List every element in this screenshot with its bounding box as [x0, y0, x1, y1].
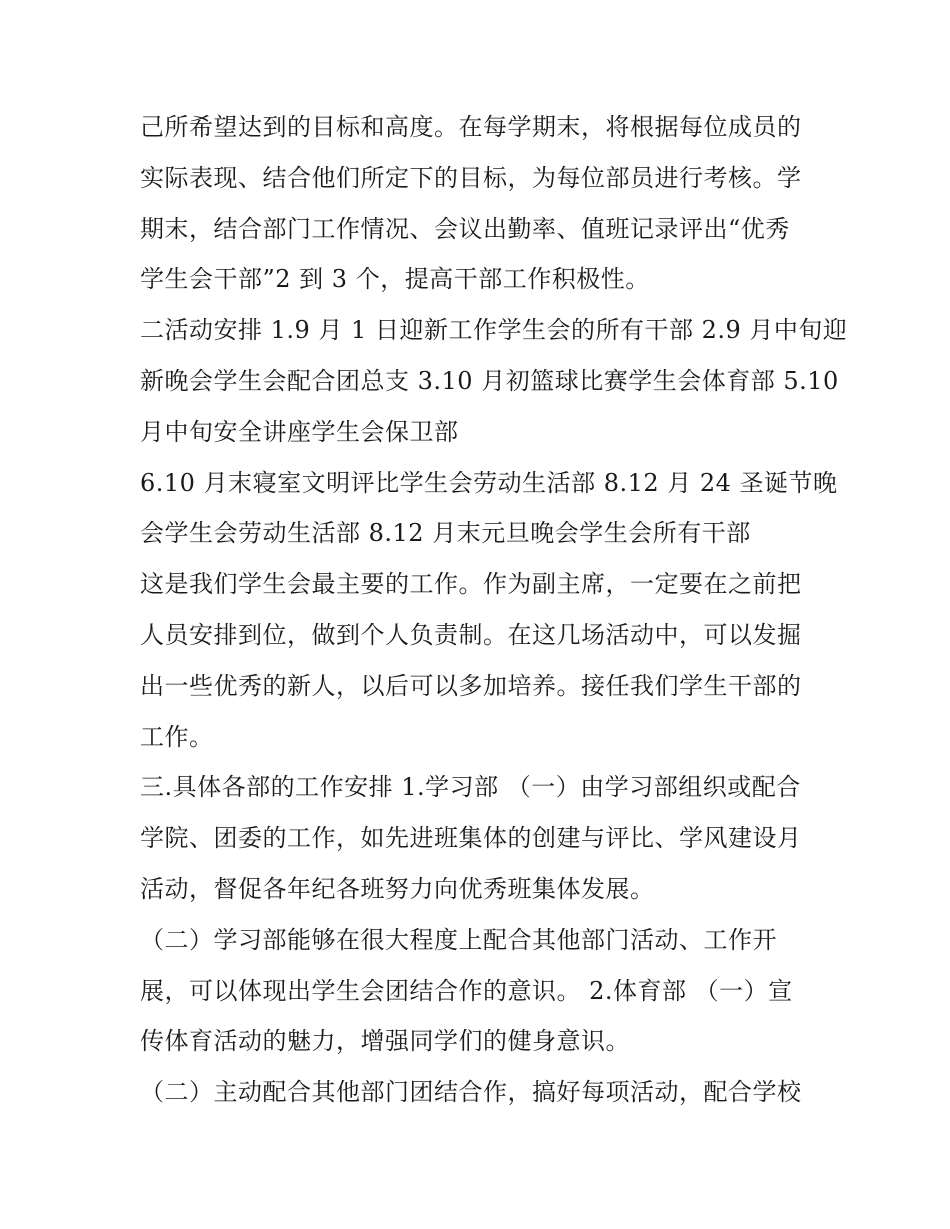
text-line: 三.具体各部的工作安排 1.学习部 （一）由学习部组织或配合 — [140, 773, 801, 802]
text-line: 新晚会学生会配合团总支 3.10 月初篮球比赛学生会体育部 5.10 — [140, 366, 839, 395]
text-line: （二）学习部能够在很大程度上配合其他部门活动、工作开 — [140, 925, 777, 954]
text-line: 6.10 月末寝室文明评比学生会劳动生活部 8.12 月 24 圣诞节晚 — [140, 468, 838, 497]
text-line: （二）主动配合其他部门团结合作，搞好每项活动，配合学校 — [140, 1078, 802, 1107]
document-body — [140, 102, 848, 1118]
text-line: 人员安排到位，做到个人负责制。在这几场活动中，可以发掘 — [140, 620, 802, 649]
text-line: 出一些优秀的新人，以后可以多加培养。接任我们学生干部的 — [140, 671, 802, 700]
text-line: 活动，督促各年纪各班努力向优秀班集体发展。 — [140, 874, 655, 903]
text-line: 学生会干部”2 到 3 个，提高干部工作积极性。 — [140, 265, 650, 294]
text-line: 工作。 — [140, 722, 214, 751]
text-line: 期末，结合部门工作情况、会议出勤率、值班记录评出“优秀 — [140, 214, 790, 243]
text-line: 展，可以体现出学生会团结合作的意识。 2.体育部 （一）宣 — [140, 976, 793, 1005]
text-line: 二活动安排 1.9 月 1 日迎新工作学生会的所有干部 2.9 月中旬迎 — [140, 316, 848, 345]
text-line: 会学生会劳动生活部 8.12 月末元旦晚会学生会所有干部 — [140, 519, 751, 548]
text-line: 传体育活动的魅力，增强同学们的健身意识。 — [140, 1027, 630, 1056]
text-line: 学院、团委的工作，如先进班集体的创建与评比、学风建设月 — [140, 824, 802, 853]
text-line: 实际表现、结合他们所定下的目标，为每位部员进行考核。学 — [140, 163, 802, 192]
text-line: 这是我们学生会最主要的工作。作为副主席，一定要在之前把 — [140, 570, 802, 599]
text-line: 己所希望达到的目标和高度。在每学期末，将根据每位成员的 — [140, 113, 802, 141]
text-line: 月中旬安全讲座学生会保卫部 — [140, 417, 459, 446]
